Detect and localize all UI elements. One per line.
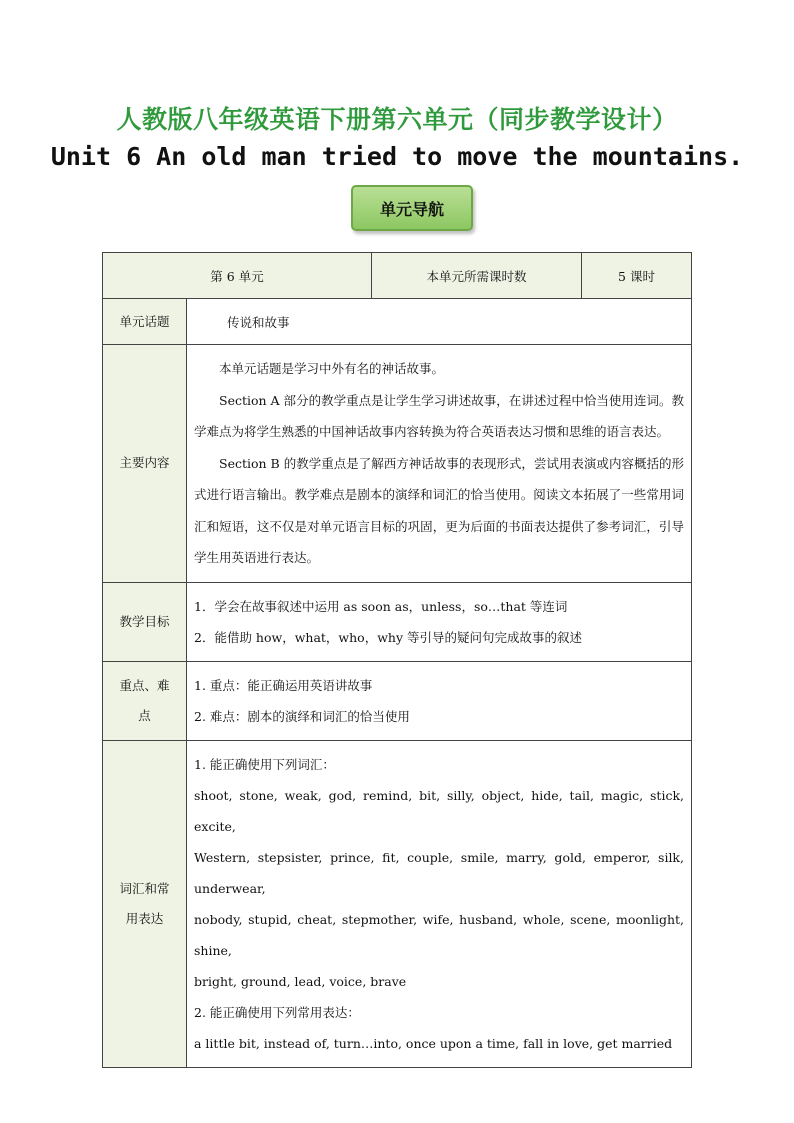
phrase-list: a little bit, instead of, turn…into, once upon a time, fall in love, get married bbox=[194, 1035, 673, 1051]
vocabulary-label-line: 用表达 bbox=[125, 910, 164, 926]
key-points-label-line: 点 bbox=[138, 707, 151, 723]
main-content-cell bbox=[187, 345, 692, 583]
topic-row bbox=[103, 299, 692, 345]
vocabulary-cell bbox=[187, 740, 692, 1067]
vocabulary-row bbox=[103, 740, 692, 1067]
objectives-label: 教学目标 bbox=[103, 582, 187, 661]
main-content-paragraph: 本单元话题是学习中外有名的神话故事。 bbox=[219, 361, 445, 376]
main-content-paragraph: Section B 的教学重点是了解西方神话故事的表现形式，尝试用表演或内容概括的形式进行语言输出。教学难点是剧本的演绎和词汇的恰当使用。阅读文本拓展了一些常用词汇和短语，这不仅是对单元语言目标的巩固，更为后面的书面表达提供了参考词汇，引导学生用英语进行表达。 bbox=[194, 455, 684, 565]
objective-item: 2．能借助 how，what，who，why 等引导的疑问句完成故事的叙述 bbox=[194, 629, 582, 645]
main-content-paragraph: Section A 部分的教学重点是让学生学习讲述故事，在讲述过程中恰当使用连词。教学难点为将学生熟悉的中国神话故事内容转换为符合英语表达习惯和思维的语言表达。 bbox=[194, 392, 684, 439]
unit-number-cell: 第 6 单元 bbox=[103, 253, 372, 299]
vocab-heading: 1. 能正确使用下列词汇： bbox=[194, 756, 335, 772]
main-content-row bbox=[103, 345, 692, 583]
key-points-cell bbox=[187, 661, 692, 740]
objective-item: 1．学会在故事叙述中运用 as soon as，unless，so…that 等连词 bbox=[194, 598, 568, 614]
vocabulary-label bbox=[103, 740, 187, 1067]
title-english: Unit 6 An old man tried to move the mountains. bbox=[50, 142, 744, 171]
topic-value: 传说和故事 bbox=[187, 299, 692, 345]
hours-label-cell: 本单元所需课时数 bbox=[372, 253, 582, 299]
key-point-item: 1. 重点：能正确运用英语讲故事 bbox=[194, 677, 373, 693]
hours-value-cell: 5 课时 bbox=[582, 253, 692, 299]
objectives-cell bbox=[187, 582, 692, 661]
topic-label: 单元话题 bbox=[103, 299, 187, 345]
key-points-label bbox=[103, 661, 187, 740]
unit-plan-table bbox=[102, 252, 692, 1068]
vocab-line: bright, ground, lead, voice, brave bbox=[194, 973, 407, 989]
key-points-label-line: 重点、难 bbox=[119, 677, 170, 693]
objectives-row bbox=[103, 582, 692, 661]
title-chinese: 人教版八年级英语下册第六单元（同步教学设计） bbox=[116, 105, 678, 134]
table-header-row bbox=[103, 253, 692, 299]
vocab-line: Western, stepsister, prince, fit, couple, smile, marry, gold, emperor, silk, underwear, bbox=[194, 849, 684, 896]
key-points-row bbox=[103, 661, 692, 740]
key-point-item: 2. 难点：剧本的演绎和词汇的恰当使用 bbox=[194, 708, 410, 724]
unit-navigation-badge: 单元导航 bbox=[351, 185, 473, 231]
vocab-line: nobody, stupid, cheat, stepmother, wife, husband, whole, scene, moonlight, shine, bbox=[194, 911, 684, 958]
vocabulary-label-line: 词汇和常 bbox=[119, 880, 170, 896]
phrase-heading: 2. 能正确使用下列常用表达： bbox=[194, 1004, 360, 1020]
vocab-line: shoot, stone, weak, god, remind, bit, silly, object, hide, tail, magic, stick, excite, bbox=[194, 787, 684, 834]
main-content-label: 主要内容 bbox=[103, 345, 187, 583]
